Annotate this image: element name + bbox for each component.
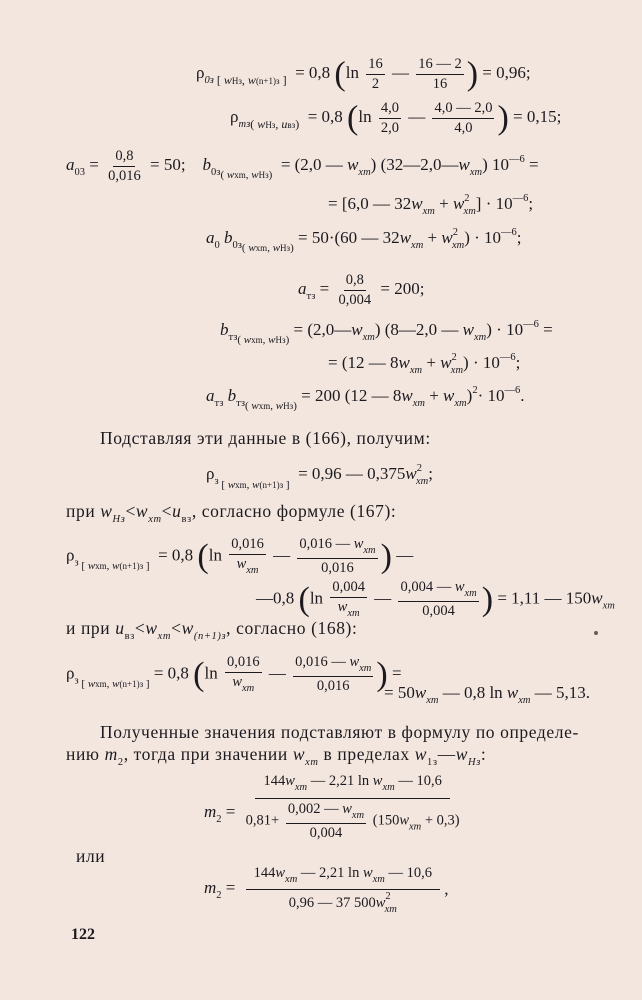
equation-rho3-167-line1: $\rho_з$ $_{[ wxm, w(n+1)з ]}$ = 0,8 (ln $\frac{0,016}{w_{xm}}$ — $\frac{0,016 — w_{xm}}{0,016}$ ) — [66,536,414,577]
equation-b03-expanded: = [6,0 — $32w_{xm} + w^2_{xm}] \cdot 10^{—6}$; [328,193,534,217]
equation-rho3-168-result: = $50w_{xm}$ — 0,8 $\ln w_{xm}$ — 5,13. [384,683,591,706]
equation-rho-t3: $\rho_{тз( wHз, uвз)} = 0,8$ (ln $\frac{4,0}{2,0}$ — $\frac{4,0 — 2,0}{4,0}$ ) = 0,15; [230,99,562,137]
equation-a-b-t3: $a_{тз}$ $b_{тз( wxm, wHз)} = 200$ (12 — $8w_{xm} + w_{xm})^2\cdot 10^{—6}$. [206,385,525,412]
page-number: 122 [71,926,95,943]
equation-rho3-167-line2: —0,8 (ln $\frac{0,004}{w_{xm}}$ — $\frac{0,004 — w_{xm}}{0,004}$ ) = 1,11 — $150w_{xm}$ [256,579,615,620]
paragraph-range-167: при $w_{Hз}<w_{xm}<u_{вз}$, согласно формуле (167): [66,501,397,525]
equation-rho3-168: $\rho_з$ $_{[ wxm, w(n+1)з ]}$ = 0,8 (ln $\frac{0,016}{w_{xm}}$ — $\frac{0,016 — w_{xm}}{0,016}$ ) = [66,654,402,695]
word-or: или [76,846,106,866]
equation-a-t3: $a_{тз}$ = $\frac{0,8}{0,004}$ = 200; [298,272,425,308]
paper-speck [594,631,598,635]
equation-m2-first: $m_2$ = $144w_{xm}$ — 2,21 $\ln w_{xm}$ — 10,6 0,81+ $\frac{0,002 — w_{xm}}{0,004}$ $(150w_{xm} + 0,3)$ [204,773,460,841]
paragraph-obtained-line2: нию $m_2$, тогда при значении $w_{xm}$ в пределах $w_{1з}—w_{Hз}$: [66,744,487,768]
equation-b-t3: $b_{тз( wxm, wHз)}$ = $(2,0—w_{xm})$ (8—2,0 — $w_{xm}) \cdot 10^{—6}$ = [220,319,553,346]
equation-rho3-first: $\rho_з$ $_{[ wxm, w(n+1)з ]}$ = 0,96 — $0,375w^2_{xm}$; [206,463,433,491]
equation-rho03: $\rho_{0з}$ $_{[ wHз, w(n+1)з ]}$ = 0,8 (ln $\frac{16}{2}$ — $\frac{16 — 2}{16}$ ) = 0,96; [196,55,531,93]
equation-m2-second: $m_2$ = $144w_{xm}$ — 2,21 $\ln w_{xm}$ — 10,6 0,96 — 37 $500w^2_{xm}$ , [204,865,449,915]
paragraph-range-168: и при $u_{вз}<w_{xm}<w_{(n+1)з}$, согласно (168): [66,618,358,642]
equation-a03-b03: $a_{03}$ = $\frac{0,8}{0,016}$ = 50; $b_{0з( wxm, wHз)} = (2,0$ — $w_{xm}$) $(32—2,0—w_{xm}) 10^{—6}$ = [66,148,539,184]
paragraph-obtained-line1: Полученные значения подставляют в формулу по определе- [100,722,579,742]
equation-a0-b03: $a_0$ $b_{0з( wxm, wHз)} = 50\cdot(60$ — $32w_{xm} + w^2_{xm}) \cdot 10^{—6}$; [206,227,522,254]
equation-b-t3-expanded: = (12 — $8w_{xm} + w^2_{xm}) \cdot 10^{—6}$; [328,352,521,376]
paragraph-substituting: Подставляя эти данные в (166), получим: [100,428,431,448]
